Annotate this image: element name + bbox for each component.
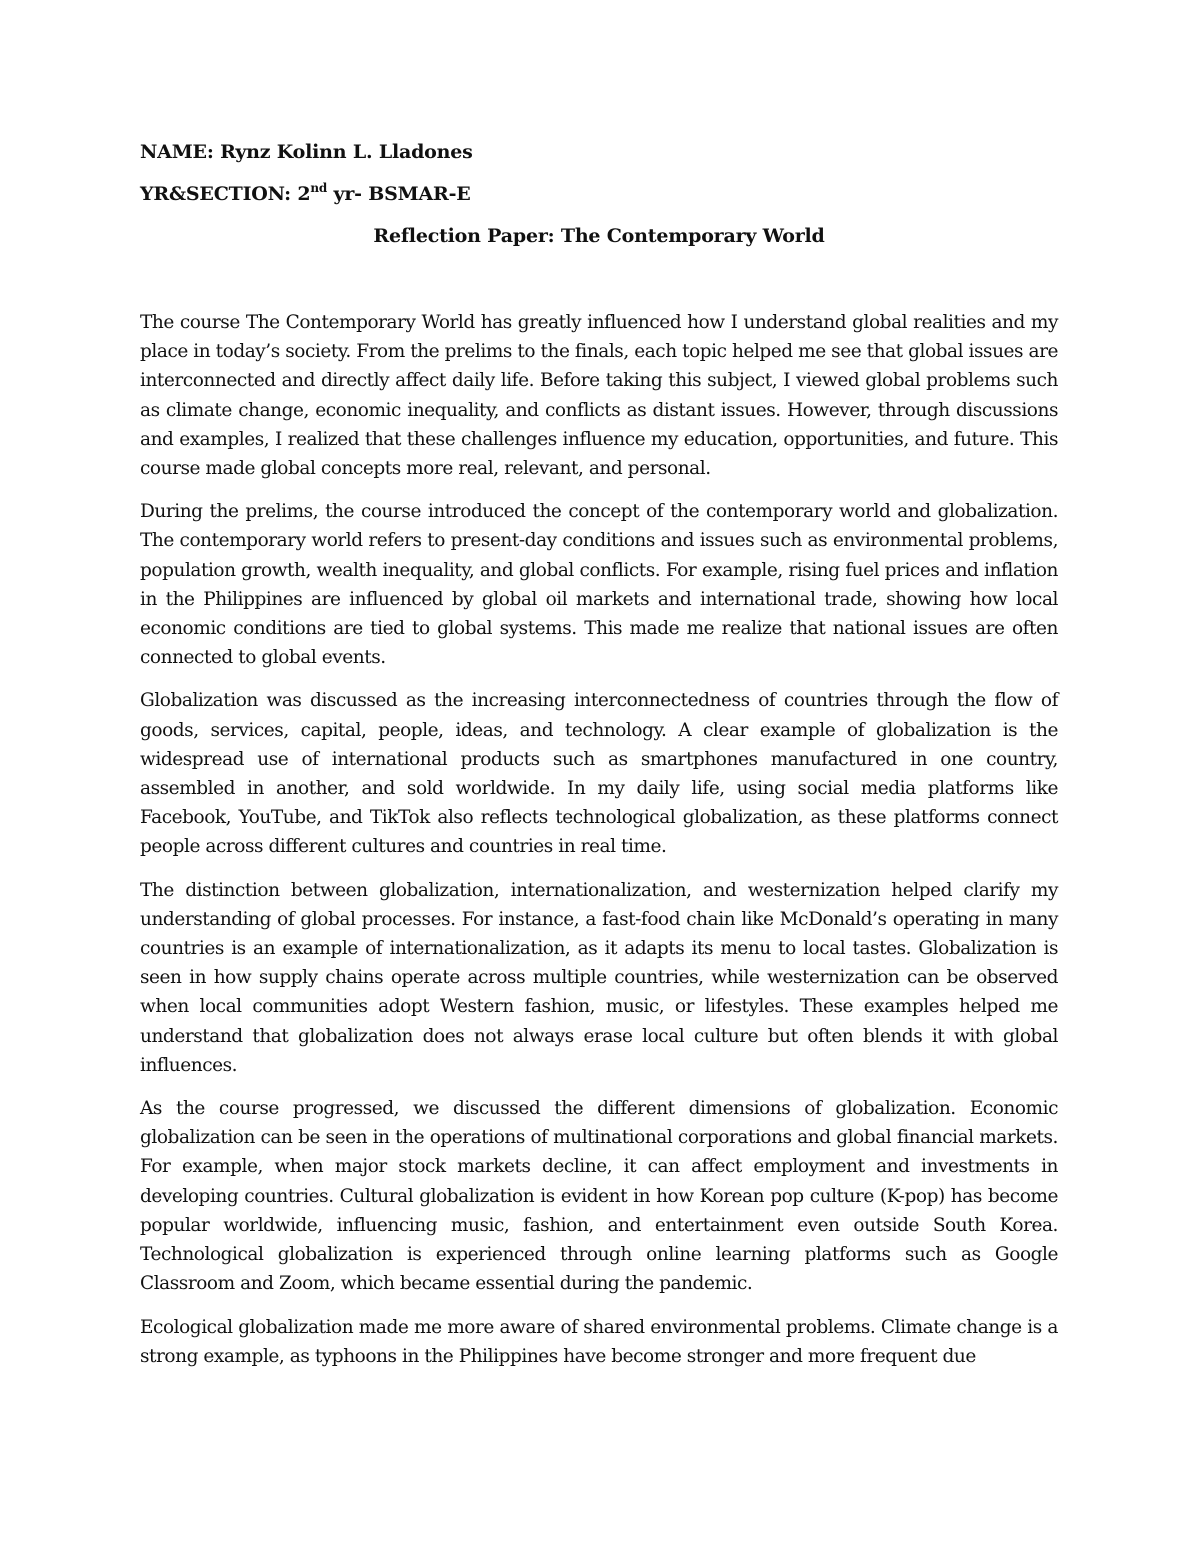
paragraph-intro: The course The Contemporary World has greatly influenced how I understand global realities and my place in today’s society. From the prelims to the finals, each topic helped me see that global issues are interconnected and directly affect daily life. Before taking this subject, I viewed global problems such as climate change, economic inequality, and conflicts as distant issues. However, through discussions and examples, I realized that these challenges influence my education, opportunities, and future. This course made global concepts more real, relevant, and personal. (140, 312, 1058, 480)
paragraph-ecological: Ecological globalization made me more aware of shared environmental problems. Climate change is a strong example, as typhoons in the Philippines have become stronger and more frequent due (140, 1316, 1058, 1367)
section-year-suffix: nd (310, 180, 328, 195)
section-year-number: 2 (297, 183, 311, 205)
name-label: NAME: (140, 141, 214, 163)
section-label: YR&SECTION: (140, 183, 291, 205)
section-field (140, 180, 1058, 208)
document-page (140, 138, 1058, 1385)
paragraph-globalization: Globalization was discussed as the increasing interconnectedness of countries through the flow of goods, services, capital, people, ideas, and technology. A clear example of globalization is the widespread use of international products such as smartphones manufactured in one country, assembled in another, and sold worldwide. In my daily life, using social media platforms like Facebook, YouTube, and TikTok also reflects technological globalization, as these platforms connect people across different cultures and countries in real time. (140, 690, 1058, 858)
paper-title: Reflection Paper: The Contemporary World (373, 225, 825, 247)
paragraph-distinction: The distinction between globalization, internationalization, and westernization helped clarify my understanding of global processes. For instance, a fast-food chain like McDonald’s operating in many countries is an example of internationalization, as it adapts its menu to local tastes. Globalization is seen in how supply chains operate across multiple countries, while westernization can be observed when local communities adopt Western fashion, music, or lifestyles. These examples helped me understand that globalization does not always erase local culture but often blends it with global influences. (140, 879, 1058, 1076)
section-value: yr- BSMAR-E (333, 183, 471, 205)
name-value: Rynz Kolinn L. Lladones (220, 141, 473, 163)
paragraph-prelims: During the prelims, the course introduced the concept of the contemporary world and globalization. The contemporary world refers to present-day conditions and issues such as environmental problems, population growth, wealth inequality, and global conflicts. For example, rising fuel prices and inflation in the Philippines are influenced by global oil markets and international trade, showing how local economic conditions are tied to global systems. This made me realize that national issues are often connected to global events. (140, 501, 1058, 669)
paragraph-dimensions: As the course progressed, we discussed the different dimensions of globalization. Economic globalization can be seen in the operations of multinational corporations and global financial markets. For example, when major stock markets decline, it can affect employment and investments in developing countries. Cultural globalization is evident in how Korean pop culture (K-pop) has become popular worldwide, influencing music, fashion, and entertainment even outside South Korea. Technological globalization is experienced through online learning platforms such as Google Classroom and Zoom, which became essential during the pandemic. (140, 1098, 1058, 1295)
name-field (140, 138, 1058, 166)
